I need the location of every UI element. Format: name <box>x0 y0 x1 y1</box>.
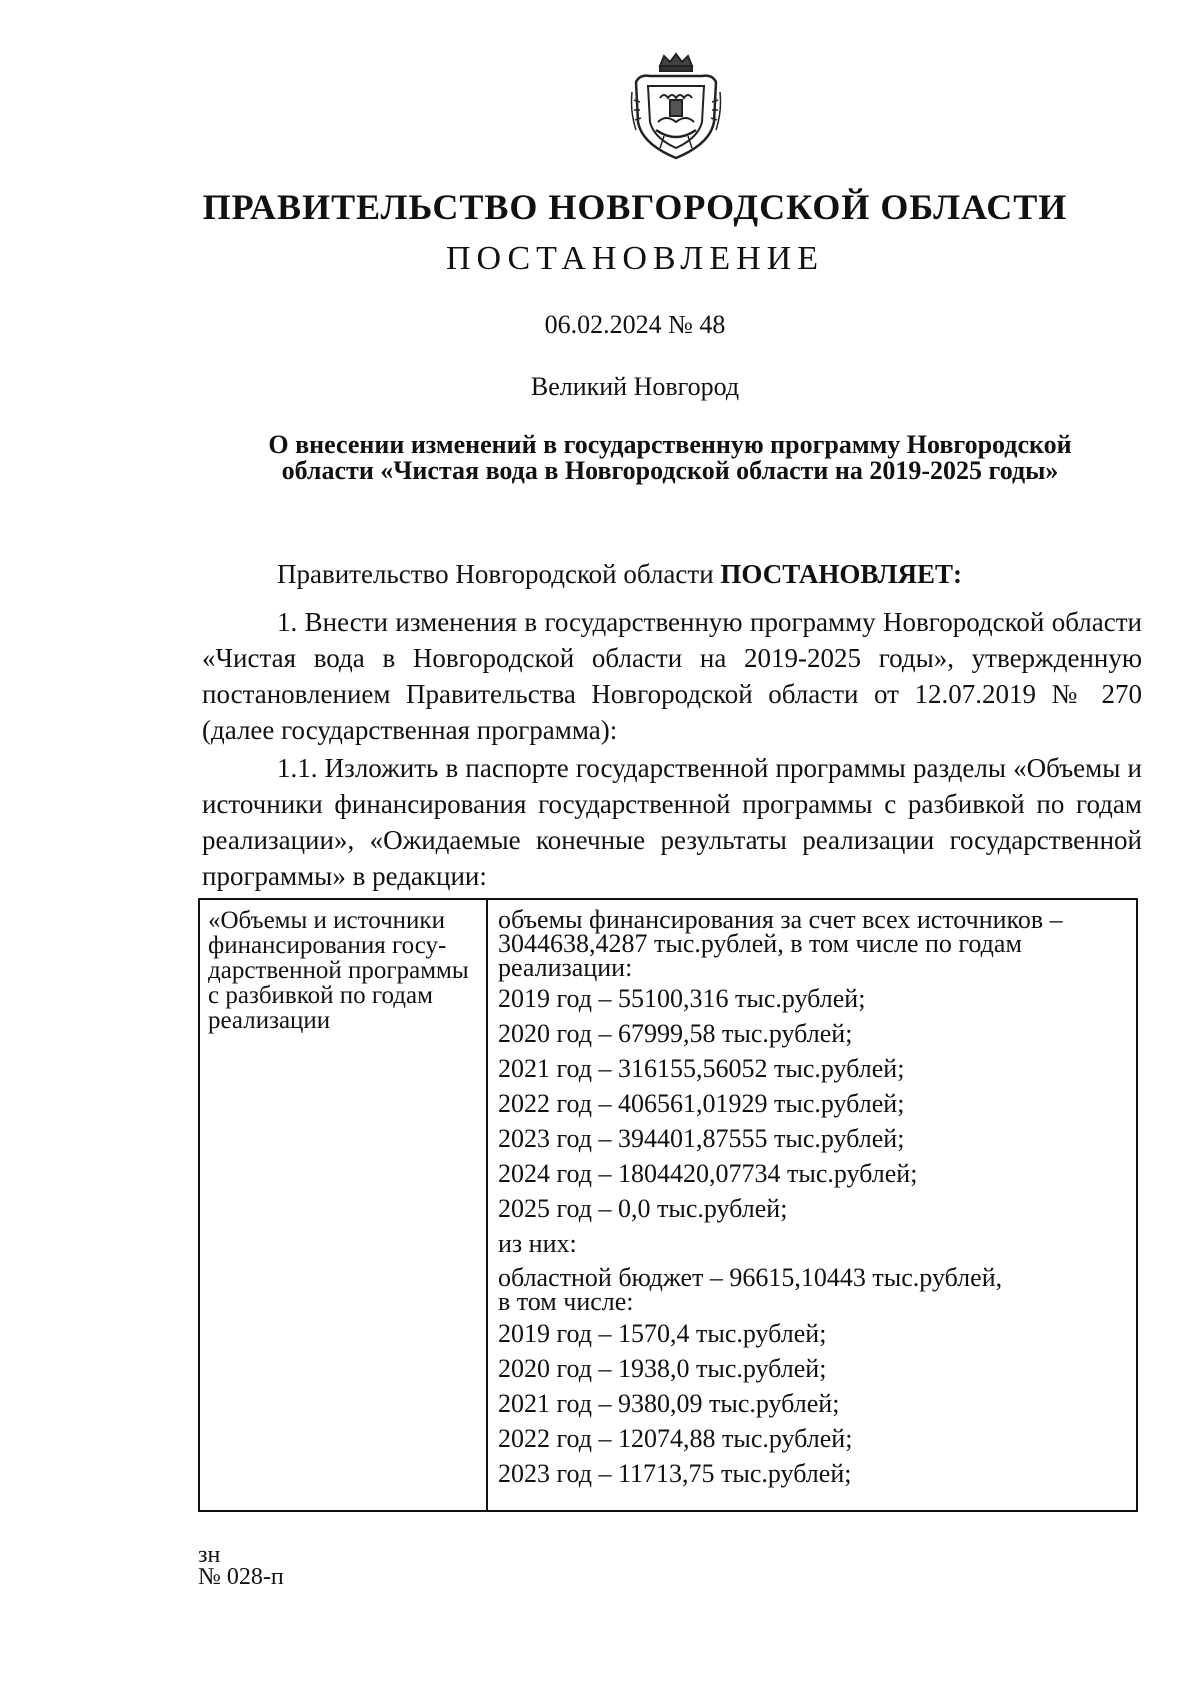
intro-line: объемы финансирования за счет всех источников – <box>498 905 1063 934</box>
coat-of-arms-icon <box>630 52 722 162</box>
label-line: реализации <box>208 1007 331 1034</box>
document-subject <box>240 432 1100 484</box>
registration-number: № 028-п <box>198 1564 284 1590</box>
document-type: ПОСТАНОВЛЕНИЕ <box>445 240 825 277</box>
decree-prefix: Правительство Новгородской области <box>277 559 721 589</box>
table-value-cell <box>488 900 1136 1510</box>
document-body <box>202 556 1142 894</box>
subject-line-2: области «Чистая вода в Новгородской области на 2019-2025 годы» <box>281 456 1059 485</box>
of-them-label: из них: <box>498 1229 577 1258</box>
decree-verb: ПОСТАНОВЛЯЕТ: <box>720 559 962 589</box>
regional-year-line: 2023 год – 11713,75 тыс.рублей; <box>498 1459 852 1488</box>
label-line: «Объемы и источники <box>208 907 445 934</box>
regional-year-line: 2022 год – 12074,88 тыс.рублей; <box>498 1424 853 1453</box>
total-year-line: 2023 год – 394401,87555 тыс.рублей; <box>498 1124 905 1153</box>
regional-intro-line: в том числе: <box>498 1287 634 1316</box>
total-year-line: 2024 год – 1804420,07734 тыс.рублей; <box>498 1159 918 1188</box>
regional-year-line: 2020 год – 1938,0 тыс.рублей; <box>498 1354 827 1383</box>
regional-year-line: 2021 год – 9380,09 тыс.рублей; <box>498 1389 840 1418</box>
total-year-line: 2021 год – 316155,56052 тыс.рублей; <box>498 1054 905 1083</box>
total-year-line: 2022 год – 406561,01929 тыс.рублей; <box>498 1089 905 1118</box>
subject-line-1: О внесении изменений в государственную программу Новгородской <box>268 430 1072 459</box>
regional-budget-intro <box>498 1263 1130 1316</box>
label-line: с разбивкой по годам <box>208 982 433 1009</box>
total-year-line: 2020 год – 67999,58 тыс.рублей; <box>498 1019 853 1048</box>
regional-intro-line: областной бюджет – 96615,10443 тыс.рублей, <box>498 1263 1003 1292</box>
total-year-line: 2019 год – 55100,316 тыс.рублей; <box>498 984 866 1013</box>
item-1-1-paragraph: 1.1. Изложить в паспорте государственной программы разделы «Объемы и источники финансирования государственной программы с разбивкой по годам реализации», «Ожидаемые конечные результаты реализации государственной программы» в редакции: <box>202 753 1142 891</box>
government-title: ПРАВИТЕЛЬСТВО НОВГОРОДСКОЙ ОБЛАСТИ <box>202 187 1068 227</box>
intro-line: реализации: <box>498 953 633 982</box>
document-date-number: 06.02.2024 № 48 <box>544 310 726 339</box>
author-initials: зн <box>198 1542 221 1568</box>
table-label-cell <box>200 900 488 1510</box>
regional-year-line: 2019 год – 1570,4 тыс.рублей; <box>498 1319 827 1348</box>
document-place: Великий Новгород <box>530 372 740 401</box>
intro-line: 3044638,4287 тыс.рублей, в том числе по годам <box>498 929 1022 958</box>
label-line: дарственной программы <box>208 957 469 984</box>
total-financing-intro <box>498 905 1130 982</box>
label-line: финансирования госу- <box>208 932 447 959</box>
decree-paragraph <box>202 556 1142 592</box>
total-year-line: 2025 год – 0,0 тыс.рублей; <box>498 1194 788 1223</box>
item-1-paragraph: 1. Внести изменения в государственную программу Новгородской области «Чистая вода в Новгородской области на 2019-2025 годы», утвержденную постановлением Правительства Новгородской области от 12.07.2019 № 270 (далее государственная программа): <box>202 607 1142 745</box>
financing-table <box>198 898 1138 1512</box>
document-footer <box>198 1544 284 1588</box>
